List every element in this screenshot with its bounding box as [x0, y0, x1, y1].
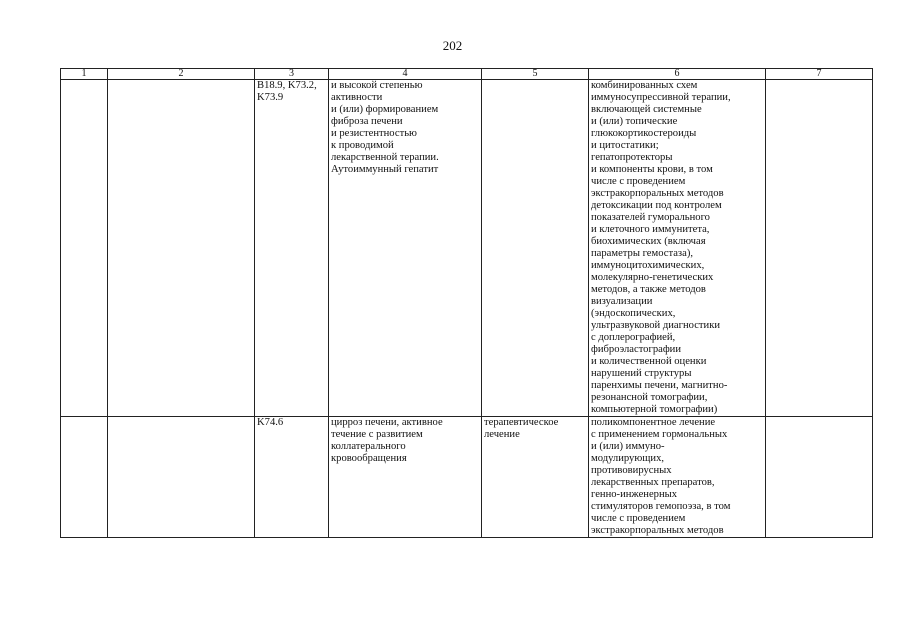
table-row [61, 417, 873, 538]
cell-text-line: K73.9 [257, 92, 284, 103]
cell-text-line: глюкокортикостероиды [591, 128, 697, 139]
cell-col7 [766, 80, 873, 417]
cell-diagnosis [329, 417, 482, 538]
cell-text-line: и компоненты крови, в том [591, 164, 713, 175]
column-number-1: 1 [61, 69, 108, 80]
cell-text-line: паренхимы печени, магнитно- [591, 380, 728, 391]
cell-text-line: активности [331, 92, 383, 103]
cell-text-line: экстракорпоральных методов [591, 525, 724, 536]
cell-text-line: иммуноцитохимических, [591, 260, 705, 271]
cell-text-line: лечение [484, 429, 520, 440]
cell-text-line: к проводимой [331, 140, 394, 151]
cell-text-line: лекарственной терапии. [331, 152, 439, 163]
cell-col2 [108, 80, 255, 417]
cell-text-line: и высокой степенью [331, 80, 423, 91]
cell-text-line: с применением гормональных [591, 429, 728, 440]
cell-text-line: экстракорпоральных методов [591, 188, 724, 199]
cell-text-line: цирроз печени, активное [331, 417, 443, 428]
column-number-7: 7 [766, 69, 873, 80]
cell-text-line: числе с проведением [591, 513, 686, 524]
cell-text-line: терапевтическое [484, 417, 559, 428]
cell-treatment-type [482, 80, 589, 417]
cell-text-line: фиброэластографии [591, 344, 682, 355]
cell-treatment-type [482, 417, 589, 538]
cell-icd-codes [255, 417, 329, 538]
cell-treatment-method [589, 417, 766, 538]
cell-text-line: течение с развитием [331, 429, 423, 440]
cell-text-line: фиброза печени [331, 116, 403, 127]
cell-text-line: и цитостатики; [591, 140, 659, 151]
cell-col7 [766, 417, 873, 538]
cell-col2 [108, 417, 255, 538]
cell-text-line: комбинированных схем [591, 80, 698, 91]
cell-text-line: и резистентностью [331, 128, 417, 139]
cell-text-line: резонансной томографии, [591, 392, 708, 403]
table-header-row [61, 69, 873, 80]
cell-text-line: и (или) топические [591, 116, 678, 127]
table-row [61, 80, 873, 417]
cell-text-line: биохимических (включая [591, 236, 706, 247]
cell-text-line: K74.6 [257, 417, 284, 428]
cell-text-line: генно-инженерных [591, 489, 678, 500]
cell-icd-codes [255, 80, 329, 417]
cell-text-line: (эндоскопических, [591, 308, 676, 319]
cell-text-line: гепатопротекторы [591, 152, 673, 163]
column-number-4: 4 [329, 69, 482, 80]
cell-col1 [61, 80, 108, 417]
cell-text-line: детоксикации под контролем [591, 200, 722, 211]
cell-text-line: и (или) иммуно- [591, 441, 665, 452]
cell-text-line: ультразвуковой диагностики [591, 320, 721, 331]
cell-text-line: с доплерографией, [591, 332, 676, 343]
cell-text-line: и клеточного иммунитета, [591, 224, 710, 235]
cell-text-line: Аутоиммунный гепатит [331, 164, 439, 175]
cell-text-line: B18.9, K73.2, [257, 80, 317, 91]
cell-text-line: методов, а также методов [591, 284, 706, 295]
cell-text-line: поликомпонентное лечение [591, 417, 716, 428]
cell-text-line: и количественной оценки [591, 356, 707, 367]
column-number-6: 6 [589, 69, 766, 80]
cell-text-line: молекулярно-генетических [591, 272, 714, 283]
cell-diagnosis [329, 80, 482, 417]
column-number-3: 3 [255, 69, 329, 80]
cell-text-line: числе с проведением [591, 176, 686, 187]
cell-text-line: кровообращения [331, 453, 407, 464]
cell-text-line: визуализации [591, 296, 653, 307]
cell-text-line: иммуносупрессивной терапии, [591, 92, 731, 103]
column-number-2: 2 [108, 69, 255, 80]
cell-text-line: противовирусных [591, 465, 672, 476]
cell-text-line: включающей системные [591, 104, 702, 115]
cell-text-line: модулирующих, [591, 453, 665, 464]
cell-text-line: коллатерального [331, 441, 406, 452]
cell-treatment-method [589, 80, 766, 417]
cell-text-line: показателей гуморального [591, 212, 710, 223]
cell-text-line: и (или) формированием [331, 104, 439, 115]
cell-text-line: стимуляторов гемопоэза, в том [591, 501, 731, 512]
column-number-5: 5 [482, 69, 589, 80]
cell-col1 [61, 417, 108, 538]
services-table [60, 68, 873, 538]
cell-text-line: параметры гемостаза), [591, 248, 693, 259]
cell-text-line: компьютерной томографии) [591, 404, 718, 415]
cell-text-line: нарушений структуры [591, 368, 692, 379]
cell-text-line: лекарственных препаратов, [591, 477, 715, 488]
page-number: 202 [442, 38, 463, 53]
